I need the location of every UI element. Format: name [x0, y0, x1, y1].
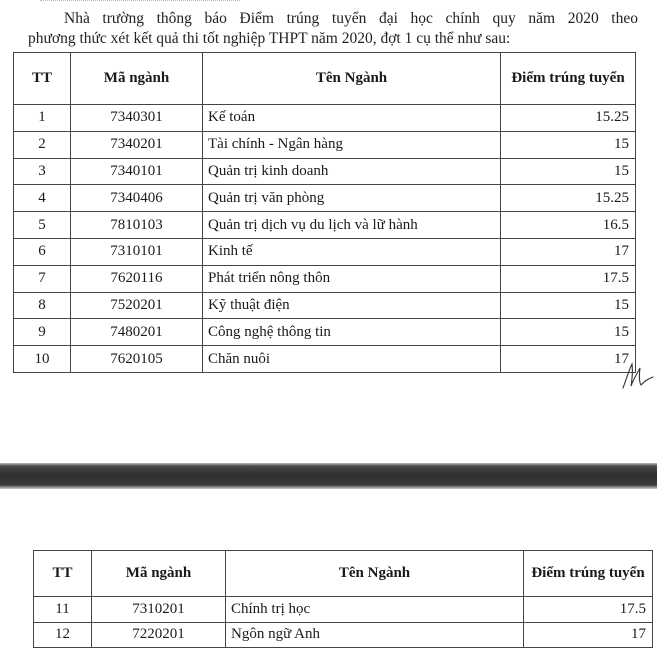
- page-separator-band: [0, 463, 657, 489]
- cell-ten-nganh: Ngôn ngữ Anh: [226, 622, 524, 648]
- table-row: [14, 131, 636, 158]
- table-header-row: [34, 551, 653, 597]
- cell-ten-nganh: Công nghệ thông tin: [203, 319, 501, 346]
- cell-ma-nganh: 7340301: [71, 105, 203, 132]
- cell-ma-nganh: 7220201: [92, 622, 226, 648]
- header-tt: TT: [14, 53, 71, 105]
- table-row: [14, 292, 636, 319]
- cell-diem: 17.5: [524, 597, 653, 623]
- table-row: [14, 185, 636, 212]
- table-row: [14, 158, 636, 185]
- cell-diem: 15: [501, 131, 636, 158]
- cell-diem: 16.5: [501, 212, 636, 239]
- table-row: [14, 212, 636, 239]
- cell-diem: 17: [524, 622, 653, 648]
- header-diem-trung-tuyen: Điểm trúng tuyển: [524, 551, 653, 597]
- cell-ten-nganh: Kế toán: [203, 105, 501, 132]
- cell-ma-nganh: 7340201: [71, 131, 203, 158]
- cell-ten-nganh: Kỹ thuật điện: [203, 292, 501, 319]
- table-row: [34, 597, 653, 623]
- cell-ma-nganh: 7620116: [71, 265, 203, 292]
- table-row: [14, 105, 636, 132]
- intro-line-2: phương thức xét kết quả thi tốt nghiệp THPT năm 2020, đợt 1 cụ thể như sau:: [28, 30, 511, 47]
- cell-diem: 17: [501, 238, 636, 265]
- cell-tt: 8: [14, 292, 71, 319]
- cell-diem: 15.25: [501, 185, 636, 212]
- cropped-previous-line: [40, 0, 240, 4]
- cell-ma-nganh: 7310101: [71, 238, 203, 265]
- cell-ten-nganh: Phát triển nông thôn: [203, 265, 501, 292]
- cell-ten-nganh: Chăn nuôi: [203, 346, 501, 373]
- cell-ma-nganh: 7480201: [71, 319, 203, 346]
- cell-tt: 7: [14, 265, 71, 292]
- cell-tt: 11: [34, 597, 92, 623]
- cell-ten-nganh: Tài chính - Ngân hàng: [203, 131, 501, 158]
- admission-scores-table-2: [33, 550, 653, 648]
- header-diem-trung-tuyen: Điểm trúng tuyển: [501, 53, 636, 105]
- header-ten-nganh: Tên Ngành: [226, 551, 524, 597]
- admission-scores-table-1: [13, 52, 636, 373]
- header-ma-nganh: Mã ngành: [92, 551, 226, 597]
- cell-ma-nganh: 7620105: [71, 346, 203, 373]
- cell-diem: 17.5: [501, 265, 636, 292]
- cell-tt: 2: [14, 131, 71, 158]
- cell-ten-nganh: Kinh tế: [203, 238, 501, 265]
- cell-tt: 9: [14, 319, 71, 346]
- header-tt: TT: [34, 551, 92, 597]
- cell-diem: 15: [501, 292, 636, 319]
- cell-tt: 10: [14, 346, 71, 373]
- cell-ten-nganh: Quản trị kinh doanh: [203, 158, 501, 185]
- header-ten-nganh: Tên Ngành: [203, 53, 501, 105]
- intro-line-1: Nhà trường thông báo Điểm trúng tuyển đại học chính quy năm 2020 theo: [64, 10, 638, 27]
- cell-ten-nganh: Chính trị học: [226, 597, 524, 623]
- cell-diem: 15: [501, 158, 636, 185]
- cell-ma-nganh: 7340101: [71, 158, 203, 185]
- cell-tt: 6: [14, 238, 71, 265]
- cell-tt: 4: [14, 185, 71, 212]
- cell-diem: 15: [501, 319, 636, 346]
- table-header-row: [14, 53, 636, 105]
- cell-tt: 12: [34, 622, 92, 648]
- cell-ma-nganh: 7340406: [71, 185, 203, 212]
- cell-tt: 3: [14, 158, 71, 185]
- cell-ma-nganh: 7520201: [71, 292, 203, 319]
- table-row: [14, 346, 636, 373]
- table-row: [34, 622, 653, 648]
- intro-paragraph: [28, 9, 638, 49]
- handwritten-initials: [620, 358, 656, 392]
- cell-tt: 1: [14, 105, 71, 132]
- cell-ma-nganh: 7310201: [92, 597, 226, 623]
- cell-diem: 15.25: [501, 105, 636, 132]
- cell-ma-nganh: 7810103: [71, 212, 203, 239]
- table-row: [14, 265, 636, 292]
- cell-ten-nganh: Quản trị dịch vụ du lịch và lữ hành: [203, 212, 501, 239]
- table-row: [14, 238, 636, 265]
- cell-diem: 17: [501, 346, 636, 373]
- header-ma-nganh: Mã ngành: [71, 53, 203, 105]
- table-row: [14, 319, 636, 346]
- cell-ten-nganh: Quản trị văn phòng: [203, 185, 501, 212]
- cell-tt: 5: [14, 212, 71, 239]
